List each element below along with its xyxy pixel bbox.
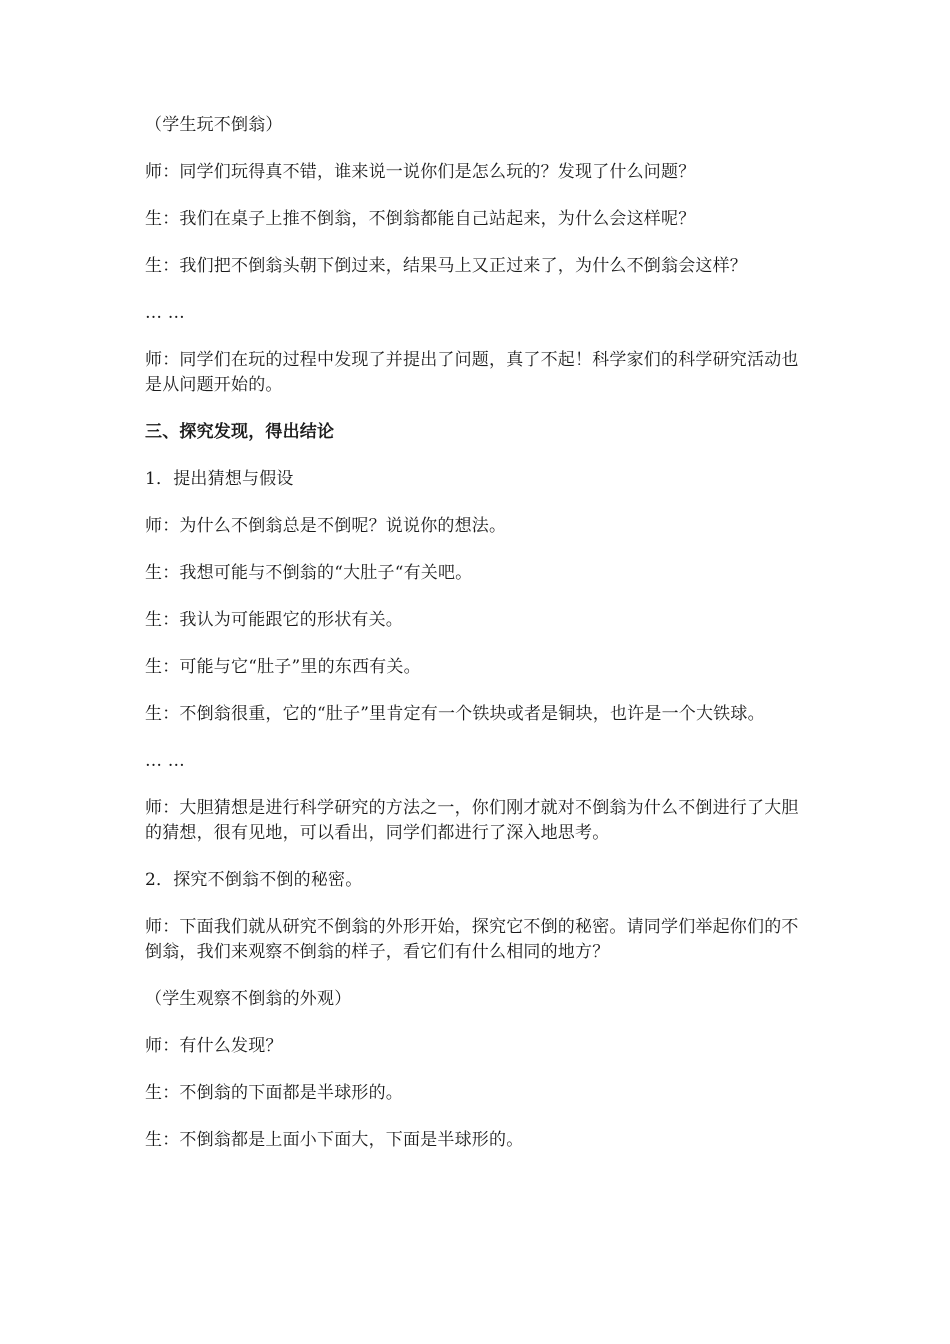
teacher-line: 师：大胆猜想是进行科学研究的方法之一，你们刚才就对不倒翁为什么不倒进行了大胆的猜想，很有见地，可以看出，同学们都进行了深入地思考。 (145, 798, 799, 843)
ellipsis: … … (145, 751, 186, 771)
section-heading: 三、探究发现，得出结论 (145, 422, 335, 442)
student-line: 生：我认为可能跟它的形状有关。 (145, 610, 403, 630)
student-line: 生：可能与它“肚子”里的东西有关。 (145, 657, 421, 677)
ellipsis: … … (145, 303, 186, 323)
student-line: 生：不倒翁都是上面小下面大，下面是半球形的。 (145, 1130, 524, 1150)
teacher-line: 师：为什么不倒翁总是不倒呢？说说你的想法。 (145, 516, 507, 536)
document-body (145, 113, 810, 1175)
stage-direction: （学生玩不倒翁） (145, 115, 283, 135)
student-line: 生：不倒翁的下面都是半球形的。 (145, 1083, 403, 1103)
teacher-line: 师：有什么发现？ (145, 1036, 283, 1056)
stage-direction: （学生观察不倒翁的外观） (145, 989, 352, 1009)
student-line: 生：我们在桌子上推不倒翁，不倒翁都能自己站起来，为什么会这样呢？ (145, 209, 696, 229)
subsection-title: 1．提出猜想与假设 (145, 469, 294, 489)
teacher-line: 师：同学们玩得真不错，谁来说一说你们是怎么玩的？发现了什么问题？ (145, 162, 696, 182)
teacher-line: 师：同学们在玩的过程中发现了并提出了问题，真了不起！科学家们的科学研究活动也是从问题开始的。 (145, 350, 799, 395)
subsection-title: 2．探究不倒翁不倒的秘密。 (145, 870, 363, 890)
student-line: 生：我们把不倒翁头朝下倒过来，结果马上又正过来了，为什么不倒翁会这样？ (145, 256, 747, 276)
teacher-line: 师：下面我们就从研究不倒翁的外形开始，探究它不倒的秘密。请同学们举起你们的不倒翁，我们来观察不倒翁的样子，看它们有什么相同的地方？ (145, 917, 799, 962)
student-line: 生：我想可能与不倒翁的“大肚子“有关吧。 (145, 563, 473, 583)
student-line: 生：不倒翁很重，它的“肚子”里肯定有一个铁块或者是铜块，也许是一个大铁球。 (145, 704, 765, 724)
